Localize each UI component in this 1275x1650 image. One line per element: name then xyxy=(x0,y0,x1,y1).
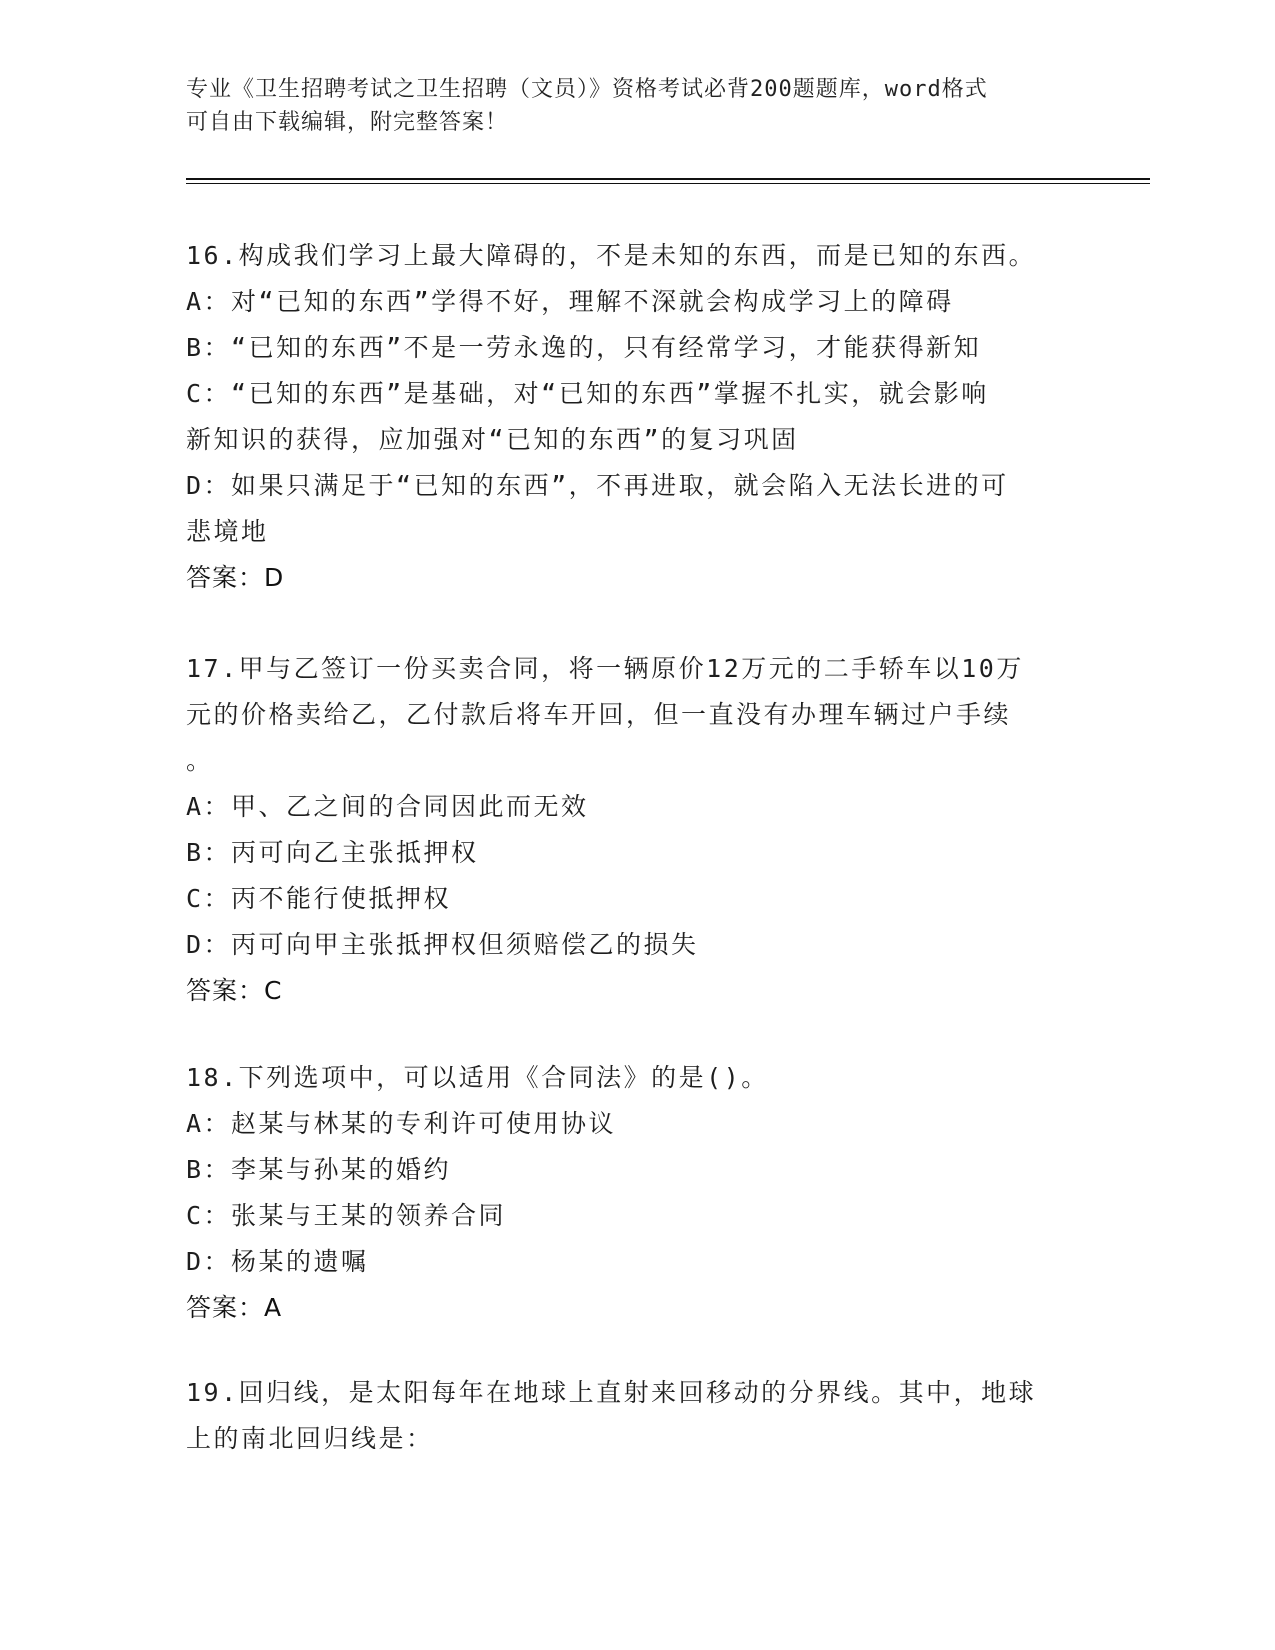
question-stem: 19.回归线，是太阳每年在地球上直射来回移动的分界线。其中，地球 xyxy=(186,1378,1037,1407)
option-a: A：甲、乙之间的合同因此而无效 xyxy=(186,792,589,821)
question-19 xyxy=(186,1370,1086,1462)
answer-line: 答案：A xyxy=(186,1293,283,1322)
option-d-continued: 悲境地 xyxy=(186,517,269,546)
option-a: A：对“已知的东西”学得不好，理解不深就会构成学习上的障碍 xyxy=(186,287,954,316)
question-stem: 18.下列选项中，可以适用《合同法》的是()。 xyxy=(186,1063,769,1092)
option-b: B：李某与孙某的婚约 xyxy=(186,1155,452,1184)
option-c: C：张某与王某的领养合同 xyxy=(186,1201,507,1230)
header-line-1: 专业《卫生招聘考试之卫生招聘（文员）》资格考试必背200题题库，word格式 xyxy=(186,77,988,102)
question-16 xyxy=(186,233,1086,601)
option-d: D：杨某的遗嘱 xyxy=(186,1247,369,1276)
answer-line: 答案：C xyxy=(186,976,283,1005)
header-divider-thin xyxy=(186,183,1150,184)
header-divider-thick xyxy=(186,178,1150,180)
option-b: B：“已知的东西”不是一劳永逸的，只有经常学习，才能获得新知 xyxy=(186,333,982,362)
option-c: C：“已知的东西”是基础，对“已知的东西”掌握不扎实，就会影响 xyxy=(186,379,989,408)
question-17 xyxy=(186,646,1086,1014)
question-stem-end: 。 xyxy=(186,746,214,775)
option-a: A：赵某与林某的专利许可使用协议 xyxy=(186,1109,617,1138)
question-stem-continued: 上的南北回归线是： xyxy=(186,1424,434,1453)
question-stem: 17.甲与乙签订一份买卖合同，将一辆原价12万元的二手轿车以10万 xyxy=(186,654,1024,683)
header-line-2: 可自由下载编辑，附完整答案！ xyxy=(186,110,509,135)
option-d: D：丙可向甲主张抵押权但须赔偿乙的损失 xyxy=(186,930,699,959)
question-stem: 16.构成我们学习上最大障碍的，不是未知的东西，而是已知的东西。 xyxy=(186,241,1037,270)
answer-line: 答案：D xyxy=(186,563,285,592)
option-c-continued: 新知识的获得，应加强对“已知的东西”的复习巩固 xyxy=(186,425,799,454)
question-stem-continued: 元的价格卖给乙，乙付款后将车开回，但一直没有办理车辆过户手续 xyxy=(186,700,1012,729)
option-b: B：丙可向乙主张抵押权 xyxy=(186,838,479,867)
document-header xyxy=(186,73,1086,139)
option-d: D：如果只满足于“已知的东西”，不再进取，就会陷入无法长进的可 xyxy=(186,471,1009,500)
question-18 xyxy=(186,1055,1086,1331)
option-c: C：丙不能行使抵押权 xyxy=(186,884,452,913)
